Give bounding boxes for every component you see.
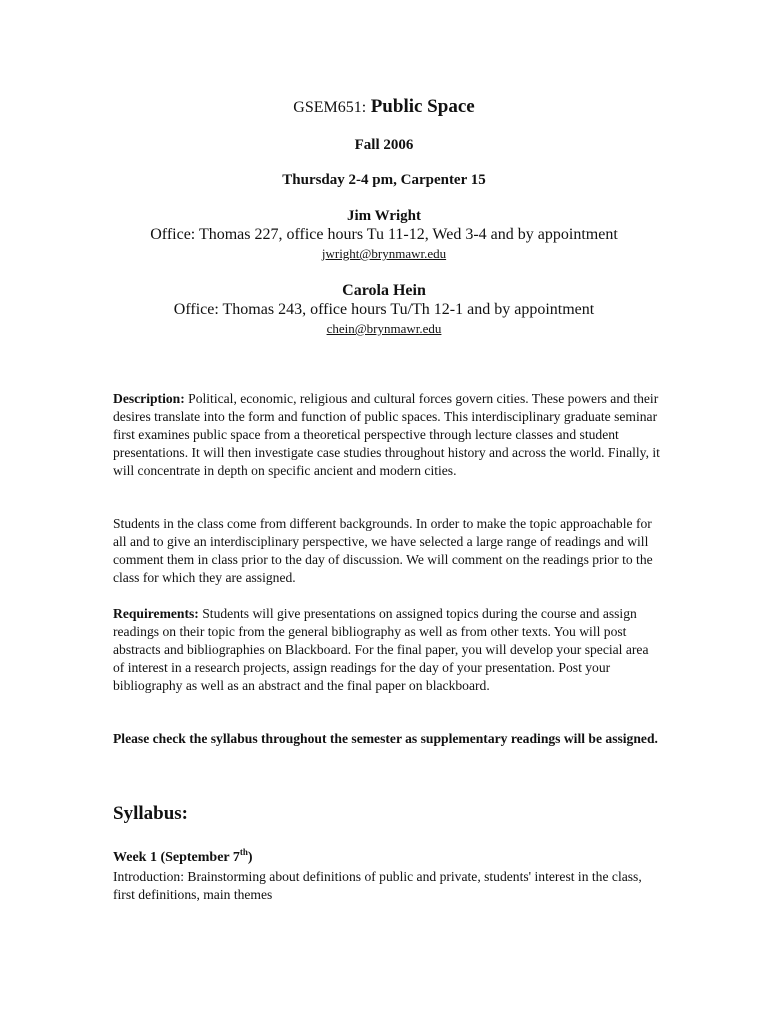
requirements-paragraph — [113, 605, 661, 695]
students-paragraph: Students in the class come from different backgrounds. In order to make the topic approachable for all and to give an interdisciplinary perspective, we have selected a large range of readings and will comment them in class prior to the day of discussion. We will comment on the readings prior to the class for which they are assigned. — [113, 516, 653, 586]
instructor-email-link[interactable]: chein@brynmawr.edu — [326, 321, 442, 336]
description-text: Political, economic, religious and cultural forces govern cities. These powers and their desires translate into the form and function of public spaces. This interdisciplinary graduate seminar first examines public space from a theoretical perspective through lecture classes and student presentations. It will then investigate case studies throughout history and across the world. Finally, it will concentrate in depth on specific ancient and modern cities. — [113, 391, 660, 479]
course-name: Public Space — [370, 96, 475, 117]
week-title-main: Week 1 (September 7 — [113, 850, 240, 865]
instructor-email-row — [0, 245, 768, 263]
course-code: GSEM651: — [293, 99, 367, 116]
instructor-name: Carola Hein — [342, 282, 426, 299]
description-paragraph — [113, 390, 661, 480]
course-term: Fall 2006 — [354, 137, 414, 153]
course-title — [0, 94, 768, 120]
requirements-text: Students will give presentations on assigned topics during the course and assign readings on their topic from the general bibliography as well as from other texts. You will post abstracts and bibliographies on Blackboard. For the final paper, you will develop your special area of interest in a research projects, assign readings for the day of your presentation. Post your bibliography as well as an abstract and the final paper on blackboard. — [113, 606, 649, 694]
instructor-name: Jim Wright — [346, 208, 422, 224]
week-title — [113, 848, 253, 868]
instructor-email-link[interactable]: jwright@brynmawr.edu — [321, 246, 447, 261]
week-title-ordinal: th — [239, 847, 248, 857]
syllabus-notice: Please check the syllabus throughout the semester as supplementary readings will be assigned. — [113, 731, 658, 746]
description-label: Description: — [113, 391, 185, 406]
week-description: Introduction: Brainstorming about definitions of public and private, students' interest in the class, first definitions, main themes — [113, 869, 642, 903]
requirements-label: Requirements: — [113, 606, 199, 621]
instructor-email-row — [0, 320, 768, 338]
course-schedule: Thursday 2-4 pm, Carpenter 15 — [282, 172, 486, 188]
instructor-office: Office: Thomas 243, office hours Tu/Th 12-1 and by appointment — [173, 301, 595, 318]
week-title-end: ) — [247, 850, 253, 865]
syllabus-heading: Syllabus: — [113, 803, 188, 824]
instructor-office: Office: Thomas 227, office hours Tu 11-12, Wed 3-4 and by appointment — [150, 226, 618, 243]
